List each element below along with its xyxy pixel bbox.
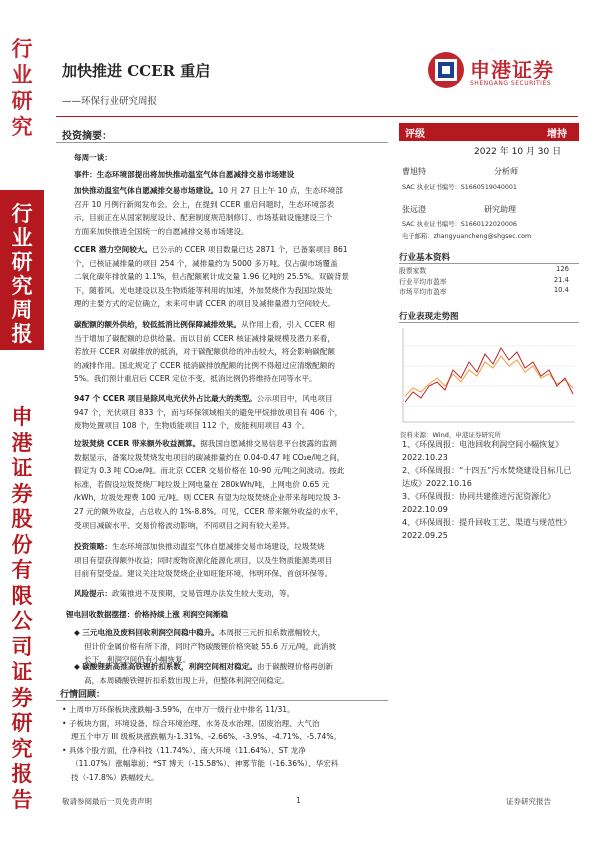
sidebar-char: 研 (11, 88, 33, 113)
paragraph-6 (74, 540, 388, 581)
sidebar-char: 告 (11, 786, 33, 812)
text-line: 上周申万环保板块涨跌幅-3.59%，在申万一级行业中排名 11/31。 (68, 705, 295, 714)
sidebar-top-label (6, 36, 38, 140)
analyst-2-email[interactable]: 电子邮箱：zhangyuancheng@shgsec.com (402, 233, 532, 240)
text-line: 下，随着风、光电建设以及生物质能等利用的加速，外加焚烧作为我国垃圾处 (74, 285, 333, 295)
paragraph-4 (74, 392, 388, 433)
basic-info-value: 21.4 (553, 276, 569, 284)
sidebar-char: 证 (11, 455, 33, 480)
text-line: 数据显示，备案垃圾焚烧发电项目的碳减排量约在 0.04-0.47 吨 CO₂e/吨之间， (74, 452, 345, 462)
text-line: 标准，若假设垃圾焚烧厂吨垃圾上网电量在 280kWh/吨，上网电价 0.65 元 (74, 479, 330, 489)
basic-info-key: 行业平均市盈率 (399, 278, 447, 286)
related-report-2[interactable]: 2、《环保周报：“十四五”污水焚烧建设目标几已达成》2022.10.16 (402, 466, 572, 488)
sidebar-char: 券 (11, 684, 33, 710)
sidebar-company-label (6, 404, 38, 812)
sidebar-char: 行 (11, 201, 33, 226)
text-line: 政策推进不及预期，交易管理办法发生较大变动，等。 (111, 589, 295, 598)
summary-divider (56, 142, 388, 143)
analyst-2-role: 研究助理 (484, 205, 516, 214)
sidebar-char: 业 (11, 62, 33, 87)
logo-mark-icon (426, 50, 466, 90)
footer-report-type: 证券研究报告 (506, 797, 551, 806)
text-line: 生态环境部加快推动温室气体自愿减排交易市场建设，垃圾焚烧 (111, 542, 325, 551)
text-line: 已公示的 CCER 项目数量已达 2871 个，已备案项目 861 (151, 245, 348, 254)
paragraph-3 (74, 318, 388, 386)
paragraph-5 (74, 437, 388, 532)
analyst-2-cert: SAC 执业证书编号：S1660122020006 (402, 221, 517, 228)
analyst-1-cert: SAC 执业证书编号：S1660519040001 (402, 184, 517, 191)
sidebar-char: 股 (11, 506, 33, 531)
logo-text-en: SHENGANG SECURITIES (470, 80, 552, 87)
related-report-4[interactable]: 4、《环保周报：提升回收工艺、渠道与规范性》2022.09.25 (402, 518, 572, 540)
text-line: 27 元的额外收益，占总收入的 1%-8.8%。可见，CCER 带来额外收益的水平， (74, 506, 344, 516)
paragraph-7 (74, 587, 388, 601)
rating-bar (399, 123, 579, 141)
paragraph-3-lead: 碳配额的额外供给，较低抵消比例保障减排效果。 (74, 320, 242, 329)
related-report-3[interactable]: 3、《环保周报：协同共建推进污泥资源化》2022.10.09 (402, 492, 556, 514)
basic-info-heading: 行业基本资料 (399, 253, 451, 263)
market-review-heading: 行情回顾： (60, 690, 106, 700)
paragraph-7-lead: 风险提示： (74, 589, 112, 598)
sidebar-char: 究 (11, 273, 33, 298)
header-divider (56, 116, 578, 117)
text-line: 理的主要方式的定位确立，未来可申请 CCER 的项目及减排量潜力空间较大。 (74, 299, 335, 309)
text-line: 假定为 0.3 吨 CO₂e/吨。而北京 CCER 交易价格在 10-90 元/吨之间波动。按此 (74, 466, 345, 476)
sidebar-char: 究 (11, 735, 33, 761)
text-line: 据我国自愿减排交易信息平台披露的监测 (200, 439, 337, 448)
paragraph-2 (74, 243, 388, 311)
sidebar-char: 份 (11, 531, 33, 557)
paragraph-1-lead: 加快推动温室气体自愿减排交易市场建设。 (74, 186, 219, 195)
text-line: 具体个股方面，仕净科技（11.74%）、南大环境（11.64%）、ST 龙净 (68, 745, 306, 755)
left-sidebar (0, 0, 44, 841)
text-line: 方面来加快推进全国统一的自愿减排交易市场建设。 (74, 226, 249, 236)
text-line: 目前有望受益。建议关注垃圾焚烧企业如旺能环境、伟明环保、首创环保等。 (74, 569, 333, 579)
text-line: /kWh，垃圾处理费 100 元/吨。则 CCER 有望为垃圾焚烧企业带来每吨垃圾 3- (74, 493, 341, 503)
performance-chart-divider (399, 322, 579, 323)
text-line: 召开 10 月例行新闻发布会。会上，在提到 CCER 重启问题时，生态环境部表 (74, 199, 335, 209)
text-line: 由于碳酸锂价格再创新 (256, 662, 333, 671)
basic-info-value: 10.4 (553, 286, 569, 294)
company-logo (426, 50, 576, 96)
text-line: 二氧化碳年排放量的 1.1%，但占配额累计成交量 1.96 亿吨的 25.5%。双碳背景 (74, 272, 350, 282)
text-line: 子板块方面，环境设备、综合环境治理、水务及水治理、固废治理、大气治 (68, 718, 320, 728)
text-line: 当于增加了碳配额的总供给量。而以目前 CCER 核证减排量规模及潜力来看， (74, 333, 335, 343)
text-line: 受项目减碳水平、交易价格波动影响，不同项目之间有较大差异。 (74, 520, 295, 530)
industry-performance-chart (399, 326, 579, 426)
paragraph-1 (74, 184, 388, 238)
market-series-line (405, 356, 573, 396)
text-line: 10 月 27 日上午 10 点，生态环境部 (218, 186, 343, 195)
text-line: （11.07%）涨幅靠前；*ST 博天（-15.58%）、神雾节能（-16.36%）、华宏科 (71, 759, 339, 769)
text-line: 个，已核证减排量的项目 254 个，减排量约为 5000 多万吨。仅占碳市场覆盖 (74, 258, 338, 268)
sidebar-char: 研 (11, 710, 33, 735)
basic-info-key: 股票家数 (399, 267, 427, 275)
basic-info-row (399, 276, 579, 286)
sidebar-char: 港 (11, 429, 33, 455)
metal-item-1: ◆ 三元电池及废料回收利润空间稳中稳升。本周报三元折扣系数涨幅较大， 但计价金属价格有所下滑，同时产物碳酸锂价格突破 55.6 万元/吨，此消彼 长下，利润空间仍有小幅恢复。 (74, 626, 388, 667)
chart-source: 资料来源：Wind，申港证券研究所 (400, 431, 501, 439)
sidebar-char: 报 (11, 761, 33, 786)
basic-info-row (399, 286, 579, 296)
sidebar-report-type-block (0, 190, 44, 350)
metal-item-1-lead: 三元电池及废料回收利润空间稳中稳升。 (82, 628, 219, 637)
sidebar-char: 报 (11, 321, 33, 346)
text-line: 本周报三元折扣系数涨幅较大， (218, 628, 326, 637)
event-line: 事件：生态环境部提出将加快推动温室气体自愿减排交易市场建设 (74, 170, 295, 179)
market-review-divider (56, 700, 388, 701)
metal-item-2: ◆ 碳酸锂新高推高铁锂折扣系数，利润空间相对稳定。由于碳酸锂价格再创新 高，本周磷酸铁锂折扣系数出现上升，但整体利润空间稳定。 (74, 660, 388, 687)
rating-label: 评级 (405, 129, 425, 140)
text-line: 示，目前正在从国家制度设计、配套制度规范制修订、市场基础设施建设三个 (74, 213, 333, 223)
report-title: 加快推进 CCER 重启 (62, 62, 211, 80)
text-line: 的减排作用。国北规定了 CCER 抵消碳排放配额的比例不得超过应清缴配额的 (74, 360, 335, 370)
text-line: 但计价金属价格有所下滑，同时产物碳酸锂价格突破 55.6 万元/吨，此消彼 (84, 641, 337, 651)
text-line: 从作用上看，引入 CCER 相 (241, 320, 335, 329)
analyst-2-name: 张远澄 (402, 205, 426, 214)
metal-section-heading: 锂电回收数据摆摆：价格持续上涨 利润空间渐稳 (66, 610, 229, 619)
text-line: 高，本周磷酸铁锂折扣系数出现上升，但整体利润空间稳定。 (84, 675, 290, 685)
paragraph-4-lead: 947 个 CCER 项目是除风电光伏外占比最大的类型。 (74, 394, 257, 403)
paragraph-5-lead: 垃圾焚烧 CCER 带来额外收益测算。 (74, 439, 201, 448)
related-report-1[interactable]: 1、《环保周报：电池回收利润空间小幅恢复》2022.10.23 (402, 440, 564, 462)
sidebar-char: 有 (11, 557, 33, 582)
market-review-list: • 上周申万环保板块涨跌幅-3.59%，在申万一级行业中排名 11/31。 • 子板块方面，环境设备、综合环境治理、水务及水治理、固废治理、大气治 理五个申万 III 级板块涨跌幅为-1.31%、-2.66%、-3.9%、-4.71%、-5.74%。 • 具体个股方面，仕净科技（11.74%）、南大环境（11.64%）、ST 龙净 （11.07%）涨幅靠前；*ST 博天（-15.58%）、神雾节能（-16.36%）、华宏科 技（-17.8%）跌幅较大。 (62, 703, 388, 785)
sidebar-char: 券 (11, 480, 33, 506)
text-line: 若放开 CCER 对碳排放的抵消，对于碳配额供给的冲击较大，将会影响碳配额 (74, 347, 335, 357)
performance-chart-heading: 行业表现走势图 (399, 312, 459, 322)
report-subtitle: ——环保行业研究周报 (62, 96, 158, 107)
page-number: 1 (296, 796, 301, 805)
logo-text-cn: 申港证券 (470, 58, 554, 82)
sidebar-char: 证 (11, 659, 33, 684)
weekly-review-label: 每周一谈： (74, 153, 112, 162)
sidebar-char: 公 (11, 608, 33, 633)
sidebar-char: 周 (11, 297, 33, 322)
rating-value: 增持 (547, 129, 567, 140)
footer-disclaimer: 敬请参阅最后一页免责声明 (62, 797, 152, 806)
sidebar-char: 申 (11, 404, 33, 429)
text-line: 理五个申万 III 级板块涨跌幅为-1.31%、-2.66%、-3.9%、-4.71%、-5.74%。 (71, 732, 342, 742)
text-line: 947 个，光伏项目 833 个，而与环保领域相关的避免甲烷排放项目有 406 个， (74, 407, 343, 417)
sidebar-char: 行 (11, 36, 33, 61)
sidebar-char: 业 (11, 225, 33, 250)
basic-info-row (399, 265, 579, 275)
basic-info-key: 市场平均市盈率 (399, 288, 447, 296)
sidebar-char: 司 (11, 633, 33, 659)
text-line: 项目有望获得额外收益；同时废物资源化能源化项目，以及生物质能源类项目 (74, 555, 333, 565)
sidebar-char: 研 (11, 249, 33, 274)
basic-info-value: 126 (556, 265, 569, 273)
sidebar-char: 限 (11, 582, 33, 608)
paragraph-6-lead: 投资策略： (74, 542, 112, 551)
text-line: 废物处置项目 108 个，生物质能项目 112 个，废能利用项目 43 个。 (74, 421, 310, 431)
text-line: 技（-17.8%）跌幅较大。 (71, 772, 159, 782)
analyst-1-role: 分析师 (494, 167, 518, 176)
report-date: 2022 年 10 月 30 日 (474, 147, 562, 157)
text-line: 5%。我们预计重启后 CCER 定位不变，抵消比例仍将维持在同等水平。 (74, 374, 317, 384)
analyst-1-name: 曹旭特 (402, 167, 426, 176)
basic-info-divider (399, 263, 579, 264)
text-line: 公示项目中，风电项目 (256, 394, 333, 403)
summary-heading: 投资摘要： (62, 131, 112, 142)
metal-item-2-lead: 碳酸锂新高推高铁锂折扣系数，利润空间相对稳定。 (82, 662, 257, 671)
sidebar-char: 究 (11, 114, 33, 139)
text-line: 长下，利润空间仍有小幅恢复。 (84, 655, 191, 665)
paragraph-2-lead: CCER 潜力空间较大。 (74, 245, 152, 254)
